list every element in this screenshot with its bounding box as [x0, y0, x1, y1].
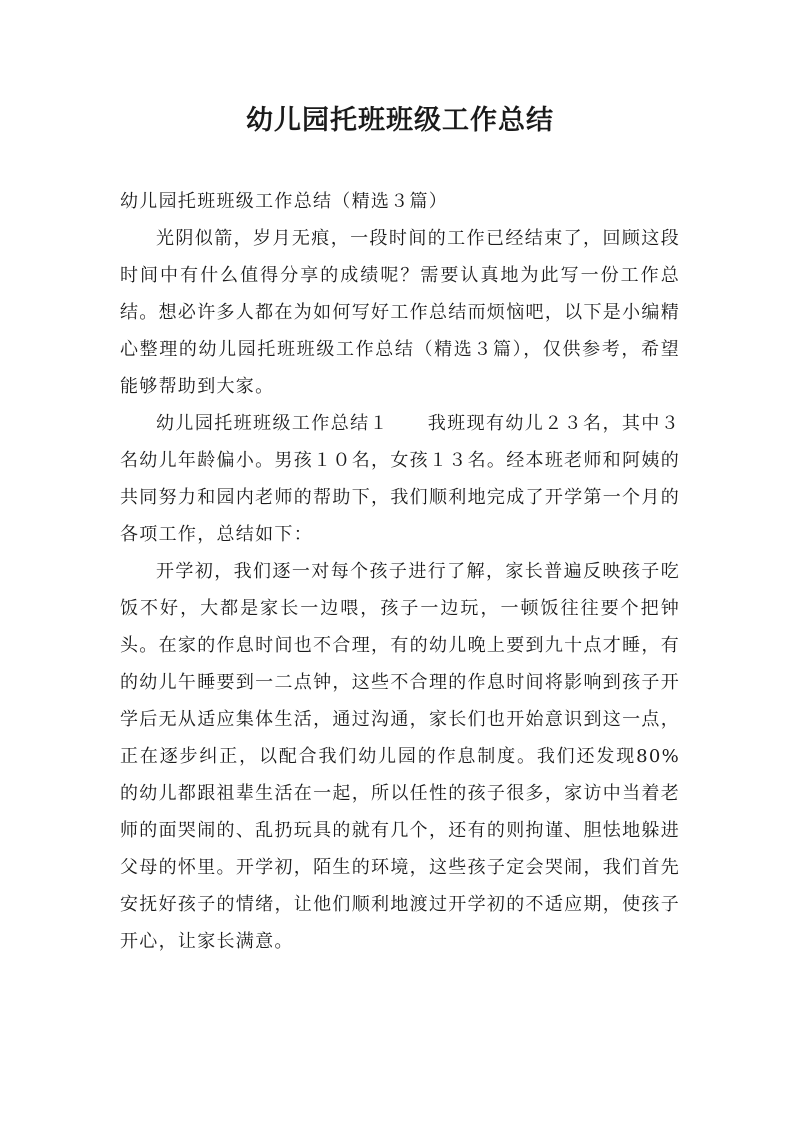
document-subtitle: 幼儿园托班班级工作总结（精选３篇）	[120, 191, 449, 212]
paragraph-intro: 光阴似箭，岁月无痕，一段时间的工作已经结束了，回顾这段时间中有什么值得分享的成绩呢？需要认真地为此写一份工作总结。想必许多人都在为如何写好工作总结而烦恼吧，以下是小编精心整理的幼儿园托班班级工作总结（精选３篇），仅供参考，希望能够帮助到大家。	[120, 228, 680, 397]
document-body	[120, 183, 680, 960]
paragraph-start-of-term: 开学初，我们逐一对每个孩子进行了解，家长普遍反映孩子吃饭不好，大都是家长一边喂，孩子一边玩，一顿饭往往要个把钟头。在家的作息时间也不合理，有的幼儿晚上要到九十点才睡，有的幼儿午睡要到一二点钟，这些不合理的作息时间将影响到孩子开学后无从适应集体生活，通过沟通，家长们也开始意识到这一点，正在逐步纠正，以配合我们幼儿园的作息制度。我们还发现80%的幼儿都跟祖辈生活在一起，所以任性的孩子很多，家访中当着老师的面哭闹的、乱扔玩具的就有几个，还有的则拘谨、胆怯地躲进父母的怀里。开学初，陌生的环境，这些孩子定会哭闹，我们首先安抚好孩子的情绪，让他们顺利地渡过开学初的不适应期，使孩子开心，让家长满意。	[120, 561, 680, 952]
document-title: 幼儿园托班班级工作总结	[246, 105, 554, 136]
paragraph-summary-1: 幼儿园托班班级工作总结１ 我班现有幼儿２３名，其中３名幼儿年龄偏小。男孩１０名，女孩１３名。经本班老师和阿姨的共同努力和园内老师的帮助下，我们顺利地完成了开学第一个月的各项工作，总结如下：	[120, 413, 680, 545]
